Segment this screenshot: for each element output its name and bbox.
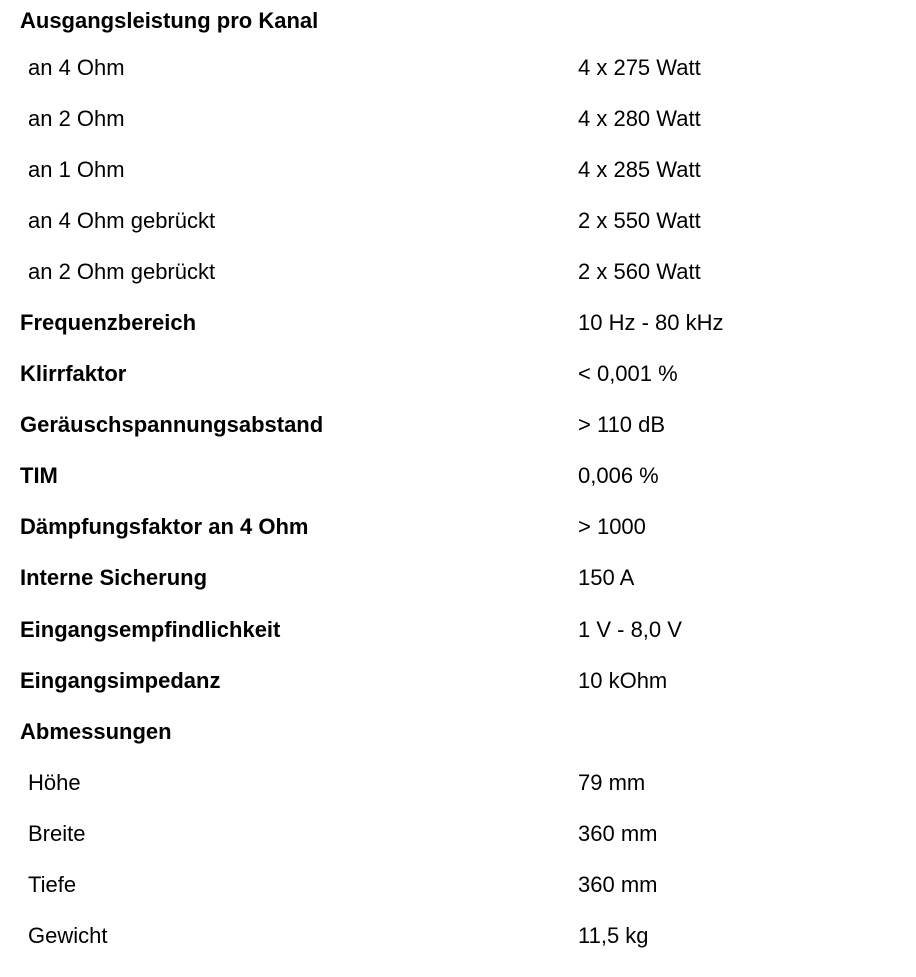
spec-value: 0,006 %	[578, 463, 659, 489]
spec-label: Höhe	[28, 769, 81, 795]
spec-row	[20, 0, 900, 42]
spec-label: an 4 Ohm gebrückt	[28, 207, 216, 233]
spec-row	[20, 93, 900, 144]
spec-label: Eingangsimpedanz	[20, 667, 221, 693]
spec-label: Dämpfungsfaktor an 4 Ohm	[20, 514, 309, 540]
spec-label: TIM	[20, 463, 58, 489]
spec-label: an 2 Ohm	[28, 105, 125, 131]
spec-value: 4 x 275 Watt	[578, 54, 701, 80]
spec-value: > 1000	[578, 514, 646, 540]
spec-row	[20, 502, 900, 553]
spec-value: 10 Hz - 80 kHz	[578, 310, 724, 336]
spec-value: 360 mm	[578, 872, 658, 898]
spec-label: Frequenzbereich	[20, 310, 197, 336]
spec-label: Geräuschspannungsabstand	[20, 412, 324, 438]
spec-row	[20, 42, 900, 93]
spec-row	[20, 655, 900, 706]
spec-label: Klirrfaktor	[20, 361, 127, 387]
spec-label: Tiefe	[28, 872, 77, 898]
spec-row	[20, 349, 900, 400]
spec-label: Ausgangsleistung pro Kanal	[20, 8, 319, 33]
spec-table	[20, 0, 900, 962]
spec-row	[20, 297, 900, 348]
spec-row	[20, 400, 900, 451]
spec-value: 4 x 280 Watt	[578, 105, 701, 131]
spec-value: 79 mm	[578, 769, 646, 795]
spec-label: Eingangsempfindlichkeit	[20, 616, 281, 642]
spec-value: 360 mm	[578, 820, 658, 846]
spec-value: 2 x 560 Watt	[578, 258, 701, 284]
spec-value: 4 x 285 Watt	[578, 156, 701, 182]
spec-label: Gewicht	[28, 923, 108, 949]
spec-row	[20, 911, 900, 962]
spec-row	[20, 246, 900, 297]
spec-row	[20, 757, 900, 808]
spec-value: > 110 dB	[578, 412, 666, 438]
spec-row	[20, 144, 900, 195]
spec-row	[20, 808, 900, 859]
spec-label: an 2 Ohm gebrückt	[28, 258, 216, 284]
spec-label: Abmessungen	[20, 718, 172, 744]
spec-row	[20, 604, 900, 655]
spec-value: 1 V - 8,0 V	[578, 616, 682, 642]
spec-value: 11,5 kg	[578, 923, 649, 949]
spec-value: 10 kOhm	[578, 667, 668, 693]
spec-value: 150 A	[578, 565, 635, 591]
spec-row	[20, 451, 900, 502]
spec-row	[20, 860, 900, 911]
spec-label: an 1 Ohm	[28, 156, 125, 182]
spec-value: < 0,001 %	[578, 361, 678, 387]
spec-row	[20, 195, 900, 246]
spec-label: Breite	[28, 820, 86, 846]
spec-row	[20, 706, 900, 757]
spec-label: an 4 Ohm	[28, 54, 125, 80]
spec-value: 2 x 550 Watt	[578, 207, 701, 233]
spec-label: Interne Sicherung	[20, 565, 208, 591]
spec-row	[20, 553, 900, 604]
